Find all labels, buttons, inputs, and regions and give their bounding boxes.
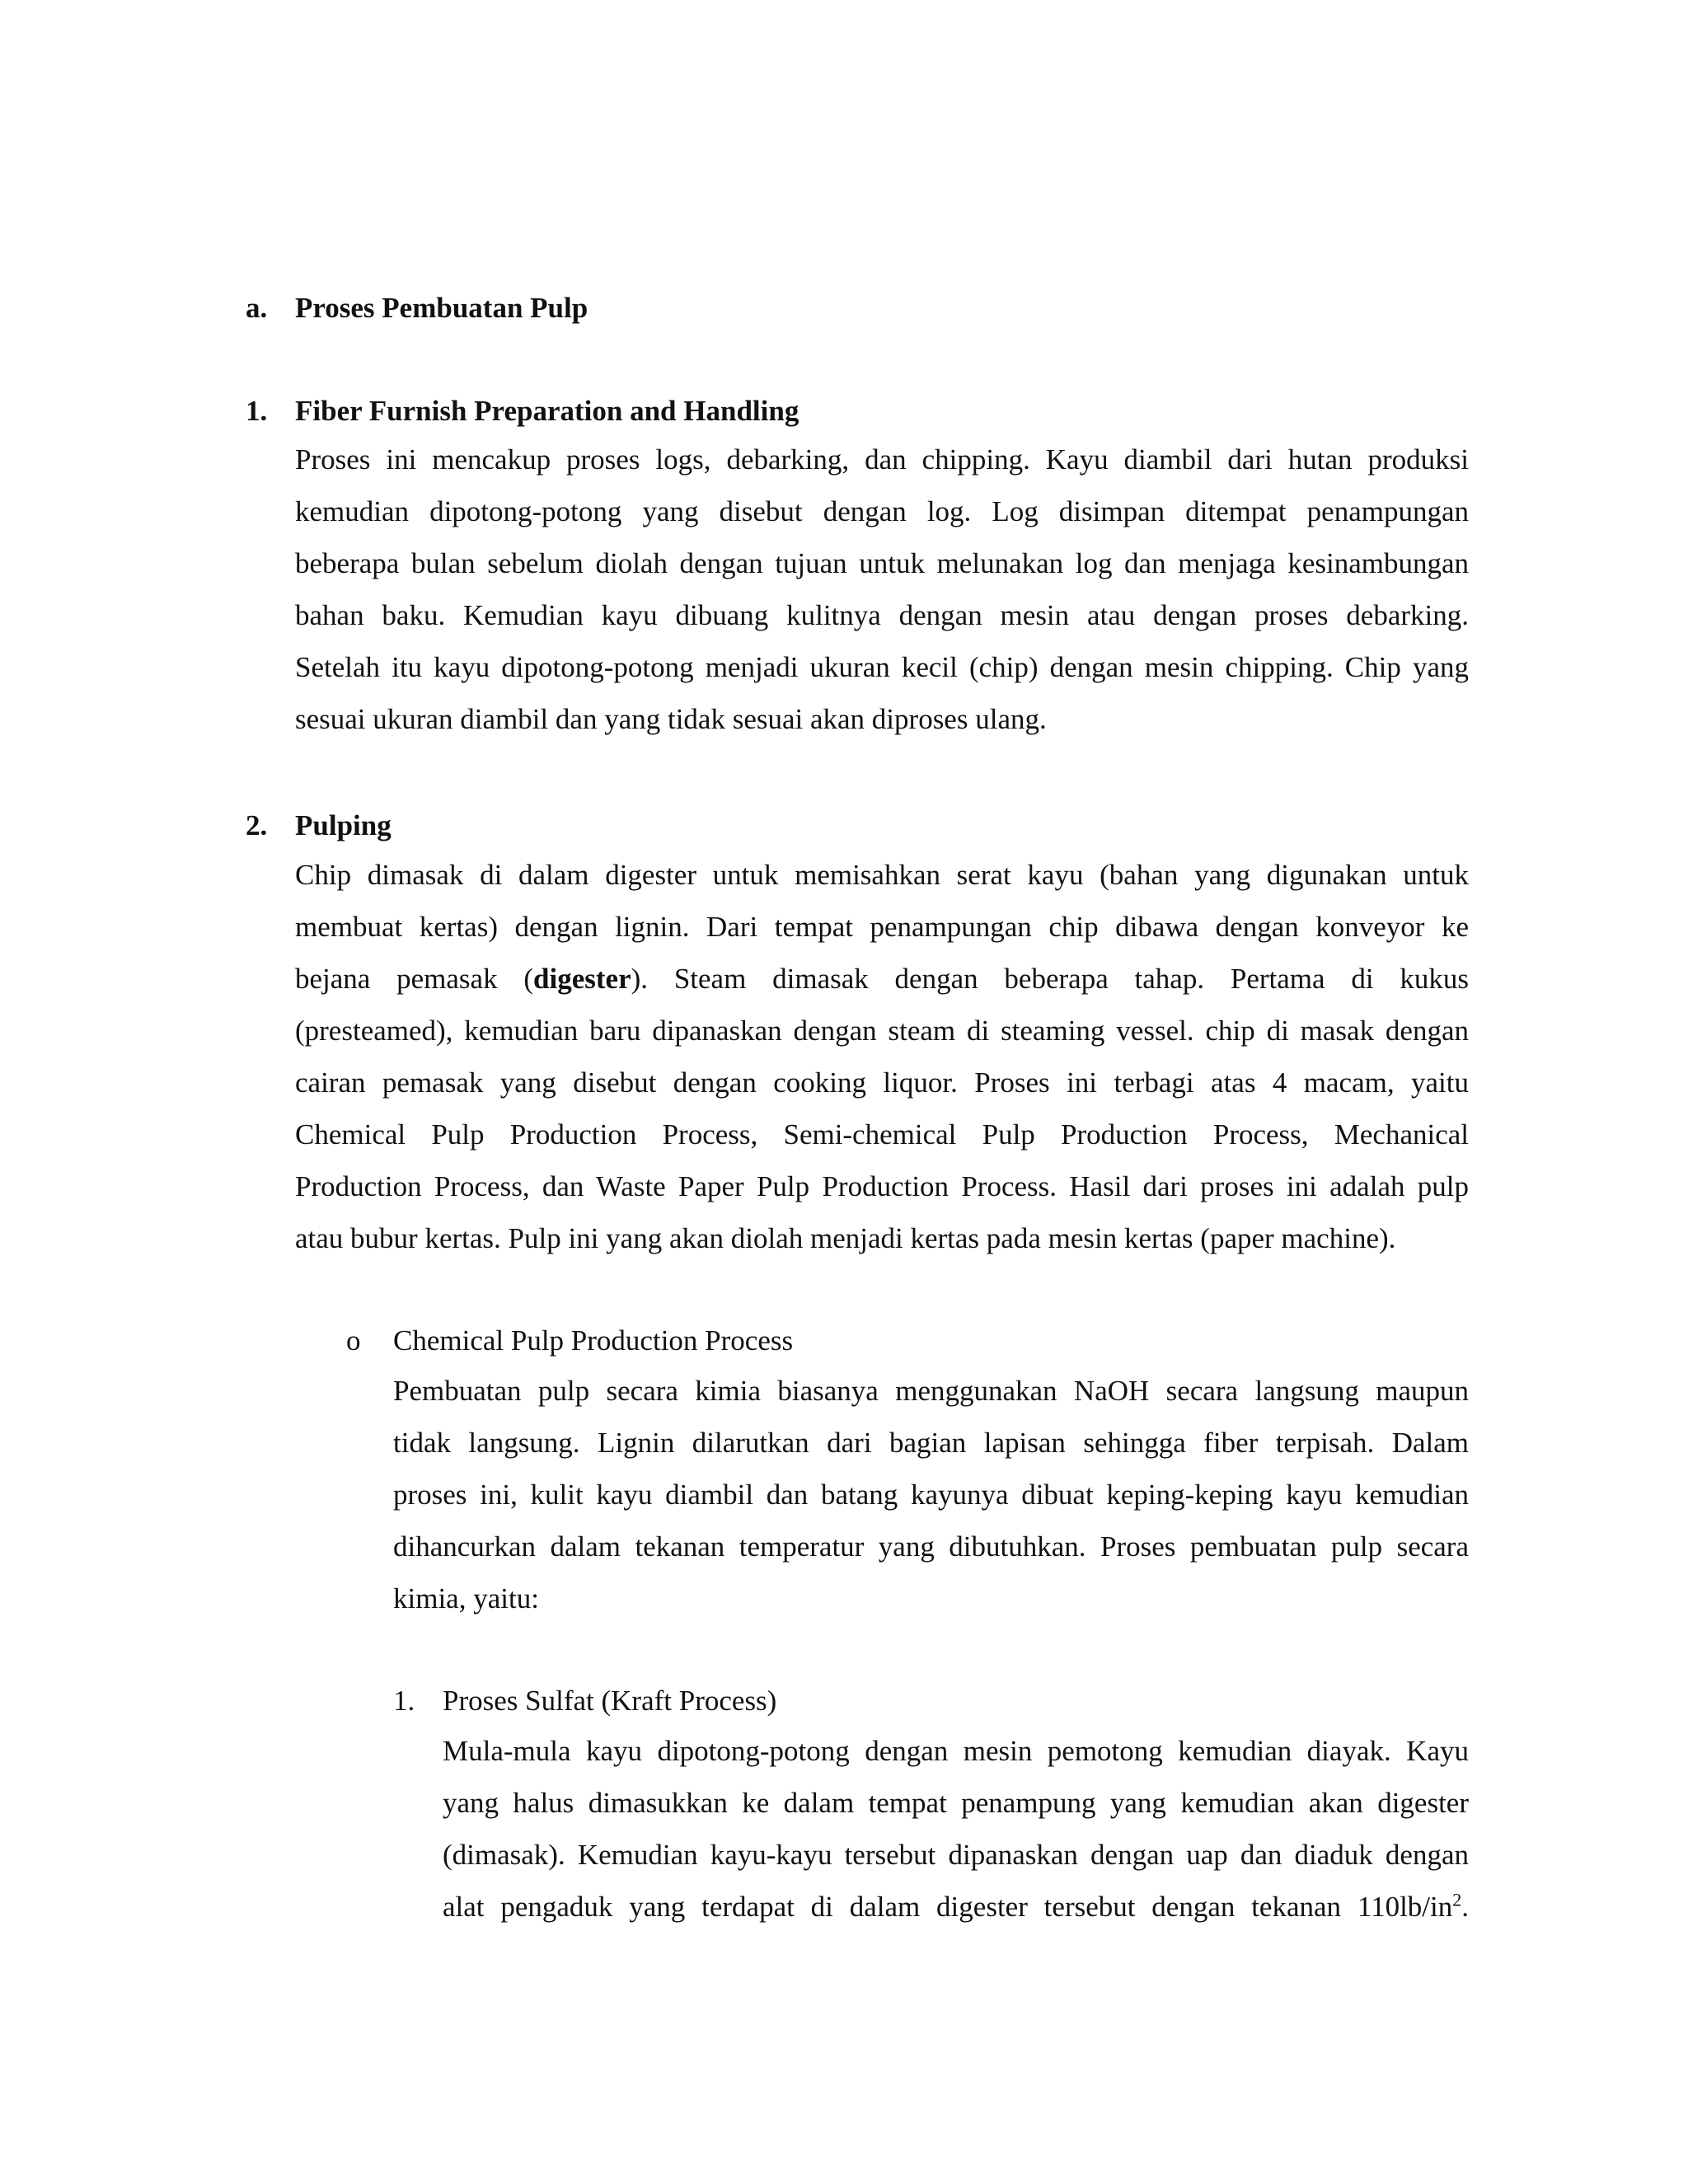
paragraph-line: atau bubur kertas. Pulp ini yang akan diolah menjadi kertas pada mesin kertas (paper machine). — [295, 1222, 1396, 1254]
paragraph-line: (presteamed), kemudian baru dipanaskan dengan steam di steaming vessel. chip di masak dengan — [295, 1015, 1469, 1047]
paragraph-line: tidak langsung. Lignin dilarutkan dari bagian lapisan sehingga fiber terpisah. Dalam — [393, 1427, 1469, 1459]
paragraph-line: kimia, yaitu: — [393, 1582, 539, 1615]
line-text: alat pengaduk yang terdapat di dalam digester tersebut dengan tekanan 110lb/in — [443, 1891, 1453, 1923]
paragraph-line: Pembuatan pulp secara kimia biasanya menggunakan NaOH secara langsung maupun — [393, 1375, 1469, 1407]
paragraph-line: Setelah itu kayu dipotong-potong menjadi ukuran kecil (chip) dengan mesin chipping. Chip yang — [295, 651, 1469, 683]
item-2-title: Pulping — [295, 809, 392, 841]
paragraph-line-with-bold — [295, 953, 1469, 1005]
superscript: 2 — [1452, 1889, 1462, 1910]
section-marker: a. — [246, 292, 268, 324]
paragraph-line: membuat kertas) dengan lignin. Dari tempat penampungan chip dibawa dengan konveyor ke — [295, 911, 1469, 943]
line-text: ). Steam dimasak dengan beberapa tahap. Pertama di kukus — [631, 963, 1470, 995]
bullet-paragraph — [393, 1365, 1469, 1624]
item-2-paragraph — [295, 849, 1469, 1264]
item-2-marker: 2. — [246, 809, 268, 841]
paragraph-line: beberapa bulan sebelum diolah dengan tujuan untuk melunakan log dan menjaga kesinambungan — [295, 547, 1469, 579]
bold-term-digester: digester — [533, 963, 631, 995]
paragraph-line: sesuai ukuran diambil dan yang tidak sesuai akan diproses ulang. — [295, 703, 1047, 735]
section-title: Proses Pembuatan Pulp — [295, 292, 588, 324]
item-1-marker: 1. — [246, 395, 268, 427]
paragraph-line: cairan pemasak yang disebut dengan cooking liquor. Proses ini terbagi atas 4 macam, yaitu — [295, 1066, 1469, 1099]
line-text: bejana pemasak ( — [295, 963, 534, 995]
subitem-1-paragraph — [443, 1725, 1469, 1933]
paragraph-line: (dimasak). Kemudian kayu-kayu tersebut dipanaskan dengan uap dan diaduk dengan — [443, 1839, 1469, 1871]
paragraph-line: yang halus dimasukkan ke dalam tempat penampung yang kemudian akan digester — [443, 1787, 1469, 1819]
paragraph-line: dihancurkan dalam tekanan temperatur yang dibutuhkan. Proses pembuatan pulp secara — [393, 1530, 1469, 1563]
paragraph-line-with-superscript — [443, 1881, 1469, 1933]
item-1-title: Fiber Furnish Preparation and Handling — [295, 395, 799, 427]
paragraph-line: Mula-mula kayu dipotong-potong dengan mesin pemotong kemudian diayak. Kayu — [443, 1735, 1469, 1767]
paragraph-line: Chemical Pulp Production Process, Semi-chemical Pulp Production Process, Mechanical — [295, 1118, 1469, 1151]
paragraph-line: kemudian dipotong-potong yang disebut dengan log. Log disimpan ditempat penampungan — [295, 495, 1469, 527]
paragraph-line: proses ini, kulit kayu diambil dan batang kayunya dibuat keping-keping kayu kemudian — [393, 1479, 1469, 1511]
bullet-marker: o — [346, 1324, 361, 1357]
subitem-1-marker: 1. — [393, 1685, 415, 1717]
paragraph-line: Production Process, dan Waste Paper Pulp Production Process. Hasil dari proses ini adalah pulp — [295, 1170, 1469, 1202]
paragraph-line: bahan baku. Kemudian kayu dibuang kulitnya dengan mesin atau dengan proses debarking. — [295, 599, 1469, 631]
paragraph-line: Chip dimasak di dalam digester untuk memisahkan serat kayu (bahan yang digunakan untuk — [295, 859, 1469, 891]
subitem-1-title: Proses Sulfat (Kraft Process) — [443, 1685, 777, 1717]
item-1-paragraph — [295, 434, 1469, 745]
line-end: . — [1461, 1891, 1469, 1923]
bullet-title: Chemical Pulp Production Process — [393, 1324, 794, 1357]
paragraph-line: Proses ini mencakup proses logs, debarking, dan chipping. Kayu diambil dari hutan produksi — [295, 443, 1469, 476]
